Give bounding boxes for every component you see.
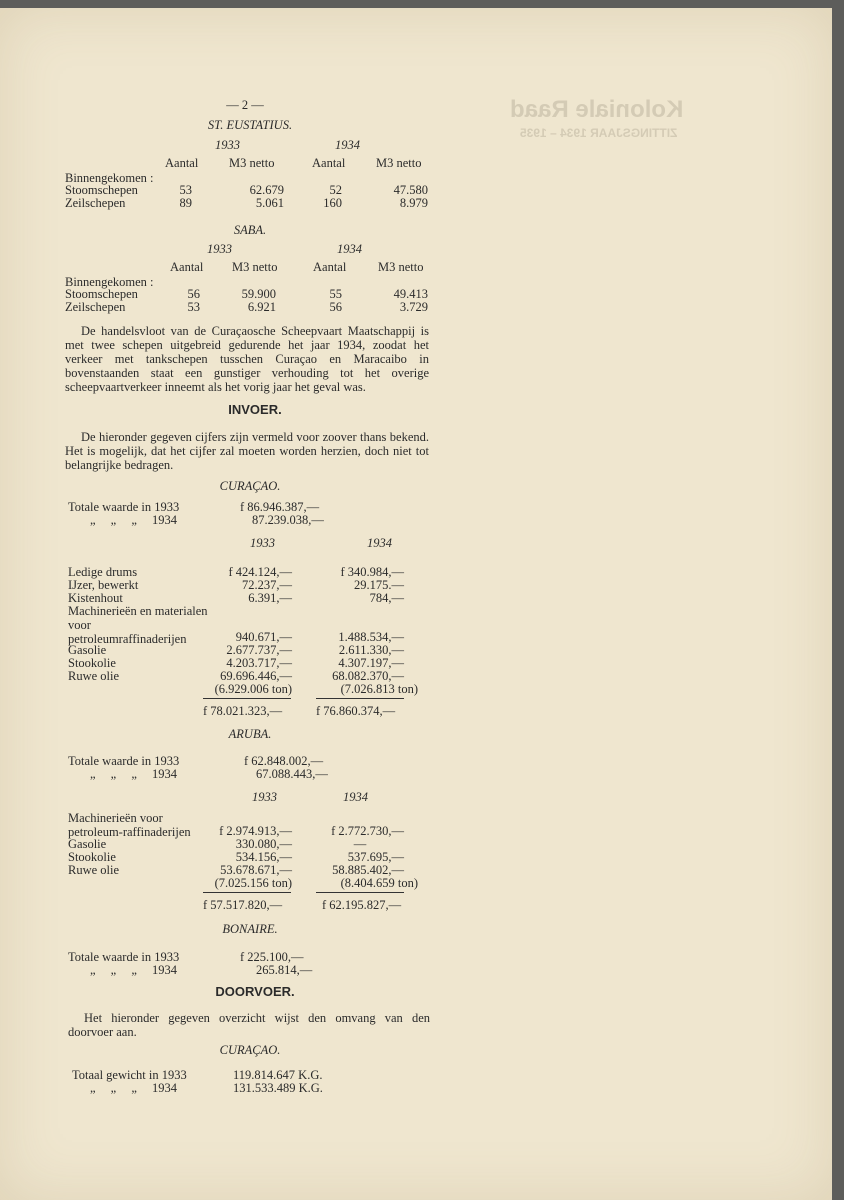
- total-1934: f 62.195.827,—: [322, 898, 402, 912]
- paragraph-invoer: De hieronder gegeven cijfers zijn vermeld voor zoover thans bekend. Het is mogelijk, dat het cijfer zal moeten worden herzien, doch niet tot belangrijke bedragen.: [65, 430, 429, 472]
- total-label: Totale waarde in 1933: [68, 754, 180, 768]
- col-header: M3 netto: [378, 260, 424, 274]
- tons-1934: (7.026.813 ton): [340, 682, 418, 696]
- cell: 62.679: [249, 183, 284, 197]
- section-title-aruba: ARUBA.: [228, 727, 272, 741]
- cell: 53: [187, 300, 200, 314]
- col-header: Aantal: [312, 156, 346, 170]
- cell-1934: 1.488.534,—: [338, 630, 404, 644]
- cell: 56: [329, 300, 342, 314]
- year-label: 1934: [337, 242, 362, 256]
- year-label: 1933: [250, 536, 275, 550]
- row-label: Machinerieën voor petroleum-raffinaderijen: [68, 811, 191, 839]
- bleed-through-stamp: Koloniale Raad: [510, 96, 684, 123]
- section-title-bonaire: BONAIRE.: [222, 922, 278, 936]
- cell-1933: 72.237,—: [242, 578, 292, 592]
- sum-rule: [316, 892, 404, 893]
- cell: 56: [187, 287, 200, 301]
- cell: 53: [179, 183, 192, 197]
- cell: 3.729: [399, 300, 428, 314]
- tons-1933: (7.025.156 ton): [214, 876, 292, 890]
- total-label: „ „ „ 1934: [90, 1081, 178, 1095]
- heading-invoer: INVOER.: [228, 402, 282, 417]
- col-header: M3 netto: [229, 156, 275, 170]
- row-label: Ruwe olie: [68, 669, 120, 683]
- total-1933: f 57.517.820,—: [203, 898, 283, 912]
- row-label: IJzer, bewerkt: [68, 578, 139, 592]
- cell-1934: f 2.772.730,—: [331, 824, 404, 838]
- page-number: — 2 —: [226, 98, 264, 112]
- total-value: f 86.946.387,—: [240, 500, 320, 514]
- paragraph-fleet: De handelsvloot van de Curaçaosche Scheepvaart Maatschappij is met twee schepen uitgebreid gedurende het jaar 1934, zoodat het verkeer met tankschepen tusschen Curaçao en Maracaibo in bovenstaanden staat een gunstiger verhouding tot het overige scheepvaartverkeer inneemt als het vorig jaar het geval was.: [65, 324, 429, 394]
- section-title-saba: SABA.: [233, 223, 267, 237]
- total-value: f 62.848.002,—: [244, 754, 324, 768]
- cell-1934: f 340.984,—: [340, 565, 404, 579]
- cell-1933: 330.080,—: [235, 837, 292, 851]
- total-1934: f 76.860.374,—: [316, 704, 396, 718]
- cell-1934: 68.082.370,—: [332, 669, 404, 683]
- total-value: 131.533.489 K.G.: [233, 1081, 323, 1095]
- row-label: Stoomschepen: [65, 287, 138, 301]
- total-label: „ „ „ 1934: [90, 513, 178, 527]
- cell: 55: [329, 287, 342, 301]
- year-label: 1934: [335, 138, 360, 152]
- row-label: Stookolie: [68, 656, 116, 670]
- row-label: Gasolie: [68, 837, 107, 851]
- year-label: 1933: [252, 790, 277, 804]
- cell: 6.921: [247, 300, 276, 314]
- col-header: M3 netto: [232, 260, 278, 274]
- total-value: 87.239.038,—: [252, 513, 324, 527]
- cell-1933: 2.677.737,—: [226, 643, 292, 657]
- cell: 47.580: [393, 183, 428, 197]
- year-label: 1933: [207, 242, 232, 256]
- cell-1934: 29.175.—: [354, 578, 404, 592]
- total-label: Totale waarde in 1933: [68, 500, 180, 514]
- total-1933: f 78.021.323,—: [203, 704, 283, 718]
- total-value: f 225.100,—: [240, 950, 304, 964]
- total-label: „ „ „ 1934: [90, 767, 178, 781]
- col-header: Aantal: [170, 260, 204, 274]
- cell: 5.061: [255, 196, 284, 210]
- row-label: Gasolie: [68, 643, 107, 657]
- col-header: Aantal: [313, 260, 347, 274]
- bleed-through-stamp-year: ZITTINGSJAAR 1934 – 1935: [520, 126, 678, 140]
- cell-1933: 6.391,—: [248, 591, 292, 605]
- section-title-curacao: CURAÇAO.: [219, 479, 281, 493]
- tons-1933: (6.929.006 ton): [214, 682, 292, 696]
- cell-1933: f 2.974.913,—: [219, 824, 292, 838]
- cell: 8.979: [399, 196, 428, 210]
- row-label: Stookolie: [68, 850, 116, 864]
- section-title-curacao-doorvoer: CURAÇAO.: [219, 1043, 281, 1057]
- cell-1933: 69.696.446,—: [220, 669, 292, 683]
- total-label: Totale waarde in 1933: [68, 950, 180, 964]
- cell-1934: 537.695,—: [347, 850, 404, 864]
- col-header: Aantal: [165, 156, 199, 170]
- row-label: Zeilschepen: [65, 300, 126, 314]
- group-label: Binnengekomen :: [65, 171, 154, 185]
- cell-1934: —: [353, 837, 367, 851]
- sum-rule: [203, 698, 291, 699]
- tons-1934: (8.404.659 ton): [340, 876, 418, 890]
- row-label: Ruwe olie: [68, 863, 120, 877]
- year-label: 1934: [367, 536, 392, 550]
- row-label: Stoomschepen: [65, 183, 138, 197]
- sum-rule: [203, 892, 291, 893]
- heading-doorvoer: DOORVOER.: [215, 984, 295, 999]
- paragraph-doorvoer: Het hieronder gegeven overzicht wijst den omvang van den doorvoer aan.: [68, 1011, 430, 1039]
- cell-1934: 2.611.330,—: [338, 643, 404, 657]
- sum-rule: [316, 698, 404, 699]
- group-label: Binnengekomen :: [65, 275, 154, 289]
- row-label: Machinerieën en materialen voor petroleumraffinaderijen: [68, 604, 208, 646]
- cell-1933: 940.671,—: [235, 630, 292, 644]
- cell-1933: 4.203.717,—: [226, 656, 292, 670]
- cell-1933: f 424.124,—: [228, 565, 292, 579]
- total-label: „ „ „ 1934: [90, 963, 178, 977]
- total-value: 119.814.647 K.G.: [233, 1068, 323, 1082]
- document-page: [0, 8, 832, 1200]
- cell-1934: 784,—: [369, 591, 404, 605]
- cell: 49.413: [393, 287, 428, 301]
- cell-1933: 53.678.671,—: [220, 863, 292, 877]
- cell-1934: 58.885.402,—: [332, 863, 404, 877]
- year-label: 1934: [343, 790, 368, 804]
- total-label: Totaal gewicht in 1933: [72, 1068, 187, 1082]
- row-label: Zeilschepen: [65, 196, 126, 210]
- cell-1933: 534.156,—: [235, 850, 292, 864]
- row-label: Ledige drums: [68, 565, 138, 579]
- cell: 52: [329, 183, 342, 197]
- row-label: Kistenhout: [68, 591, 123, 605]
- total-value: 265.814,—: [256, 963, 313, 977]
- col-header: M3 netto: [376, 156, 422, 170]
- cell: 59.900: [241, 287, 276, 301]
- cell: 89: [179, 196, 192, 210]
- year-label: 1933: [215, 138, 240, 152]
- cell: 160: [323, 196, 342, 210]
- cell-1934: 4.307.197,—: [338, 656, 404, 670]
- total-value: 67.088.443,—: [256, 767, 328, 781]
- section-title-st-eustatius: ST. EUSTATIUS.: [207, 118, 293, 132]
